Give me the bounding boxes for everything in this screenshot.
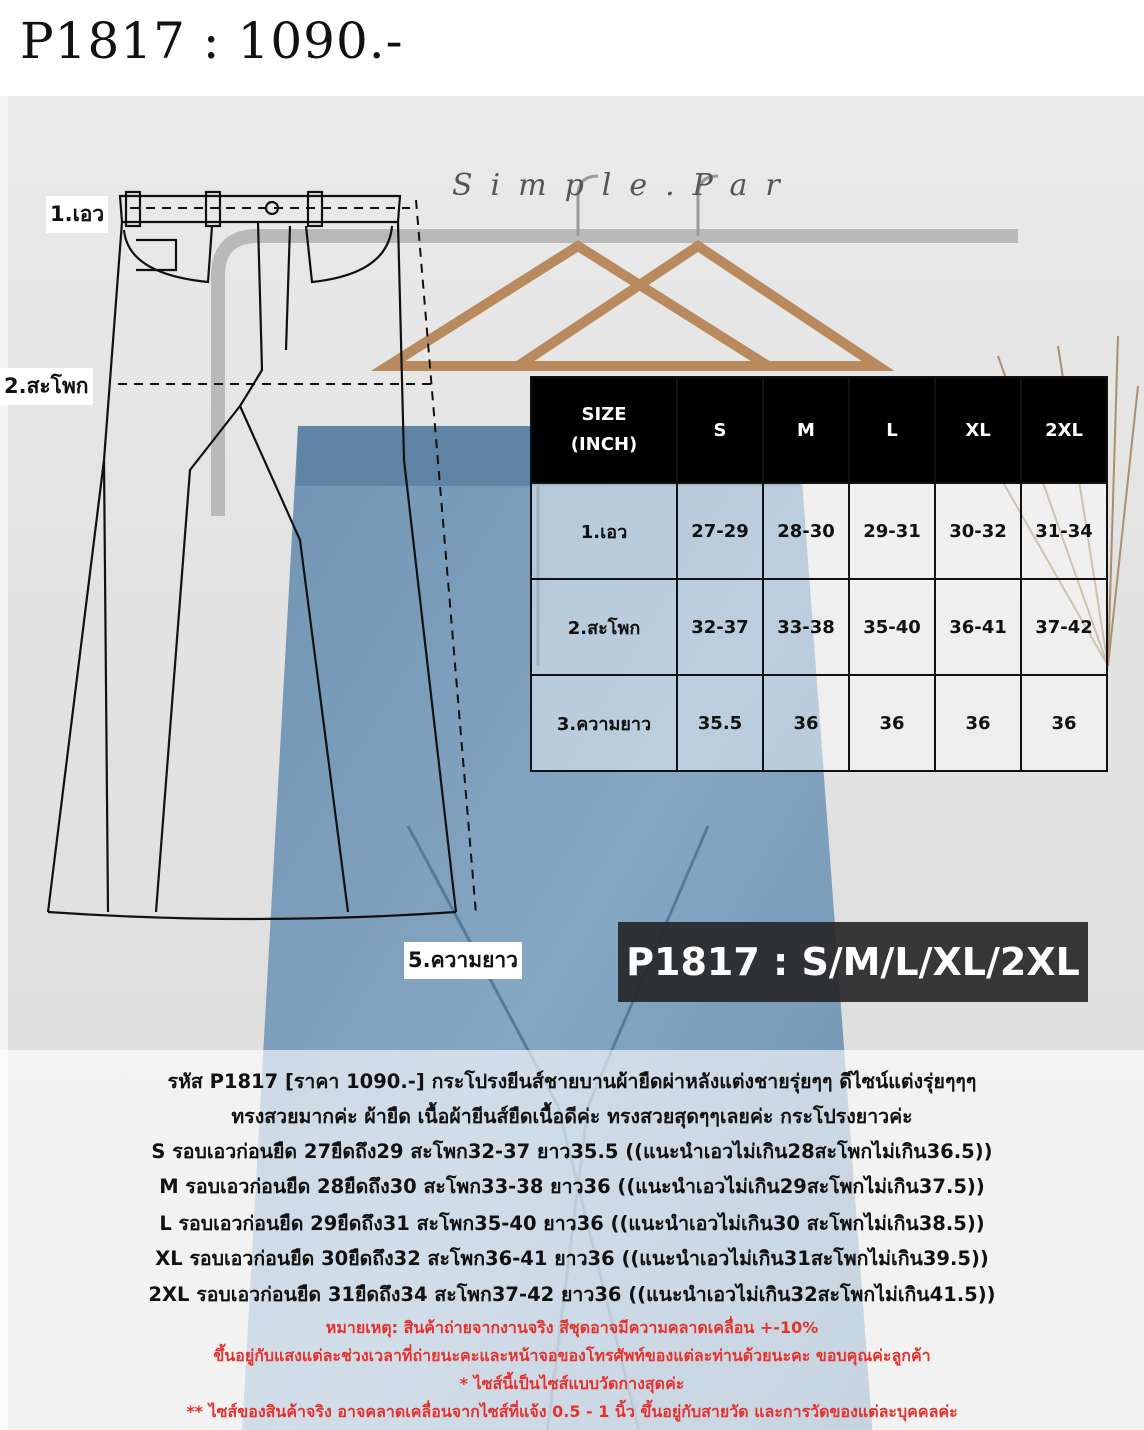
table-cell: 31-34 (1021, 483, 1107, 579)
sizes-badge: P1817 : S/M/L/XL/2XL (618, 922, 1088, 1002)
note-line: หมายเหตุ: สินค้าถ่ายจากงานจริง สีชุดอาจมีความคลาดเคลื่อน +-10% (325, 1318, 819, 1337)
table-cell: 36-41 (935, 579, 1021, 675)
table-header-xl: XL (935, 377, 1021, 483)
note-line: ขึ้นอยู่กับแสงแต่ละช่วงเวลาที่ถ่ายนะคะและหน้าจอของโทรศัพท์ของแต่ละท่านด้วยนะคะ ขอบคุณค่ะลูกค้า (213, 1346, 931, 1365)
note-line: ** ไซส์ของสินค้าจริง อาจคลาดเคลื่อนจากไซส์ที่แจ้ง 0.5 - 1 นิ้ว ขึ้นอยู่กับสายวัด และการวัดของแต่ละบุคคลค่ะ (186, 1402, 958, 1421)
table-header-size: SIZE (INCH) (531, 377, 677, 483)
brand-watermark: Simple.Par (452, 168, 798, 203)
diagram-label-waist: 1.เอว (46, 196, 108, 233)
description-line: 2XL รอบเอวก่อนยืด 31ยืดถึง34 สะโพก37-42 ยาว36 ((แนะนำเอวไม่เกิน32สะโพกไม่เกิน41.5)) (148, 1283, 996, 1306)
table-cell: 33-38 (763, 579, 849, 675)
title-bar (0, 0, 1144, 96)
table-header-s: S (677, 377, 763, 483)
description-line: M รอบเอวก่อนยืด 28ยืดถึง30 สะโพก33-38 ยาว36 ((แนะนำเอวไม่เกิน29สะโพกไม่เกิน37.5)) (159, 1175, 985, 1198)
description-line: ทรงสวยมากค่ะ ผ้ายืด เนื้อผ้ายีนส์ยืดเนื้อดีค่ะ ทรงสวยสุดๆๆเลยค่ะ กระโปรงยาวค่ะ (231, 1105, 913, 1128)
table-cell: 36 (935, 675, 1021, 771)
table-cell: 28-30 (763, 483, 849, 579)
description-line: XL รอบเอวก่อนยืด 30ยืดถึง32 สะโพก36-41 ยาว36 ((แนะนำเอวไม่เกิน31สะโพกไม่เกิน39.5)) (155, 1247, 989, 1270)
size-table (530, 376, 1108, 772)
table-header-row (531, 377, 1107, 483)
row-label: 2.สะโพก (531, 579, 677, 675)
diagram-label-hip: 2.สะโพก (0, 368, 93, 405)
table-cell: 30-32 (935, 483, 1021, 579)
description-line: L รอบเอวก่อนยืด 29ยืดถึง31 สะโพก35-40 ยาว36 ((แนะนำเอวไม่เกิน30 สะโพกไม่เกิน38.5)) (159, 1212, 985, 1235)
table-cell: 36 (849, 675, 935, 771)
table-cell: 35.5 (677, 675, 763, 771)
table-cell: 36 (1021, 675, 1107, 771)
table-cell: 27-29 (677, 483, 763, 579)
table-cell: 32-37 (677, 579, 763, 675)
table-cell: 29-31 (849, 483, 935, 579)
table-row (531, 483, 1107, 579)
table-row (531, 675, 1107, 771)
table-cell: 36 (763, 675, 849, 771)
table-header-m: M (763, 377, 849, 483)
description-block (0, 1050, 1144, 1430)
table-cell: 35-40 (849, 579, 935, 675)
table-header-2xl: 2XL (1021, 377, 1107, 483)
note-line: * ไซส์นี้เป็นไซส์แบบวัดกางสุดค่ะ (459, 1374, 685, 1393)
table-row (531, 579, 1107, 675)
table-header-l: L (849, 377, 935, 483)
page-title: P1817 : 1090.- (20, 12, 404, 70)
skirt-diagram (0, 170, 540, 950)
diagram-label-length: 5.ความยาว (404, 942, 522, 979)
table-cell: 37-42 (1021, 579, 1107, 675)
row-label: 1.เอว (531, 483, 677, 579)
description-line: รหัส P1817 [ราคา 1090.-] กระโปรงยีนส์ชายบานผ้ายืดผ่าหลังแต่งชายรุ่ยๆๆ ดีไซน์แต่งรุ่ยๆๆๆ (167, 1070, 977, 1093)
description-line: S รอบเอวก่อนยืด 27ยืดถึง29 สะโพก32-37 ยาว35.5 ((แนะนำเอวไม่เกิน28สะโพกไม่เกิน36.5)) (151, 1140, 993, 1163)
row-label: 3.ความยาว (531, 675, 677, 771)
